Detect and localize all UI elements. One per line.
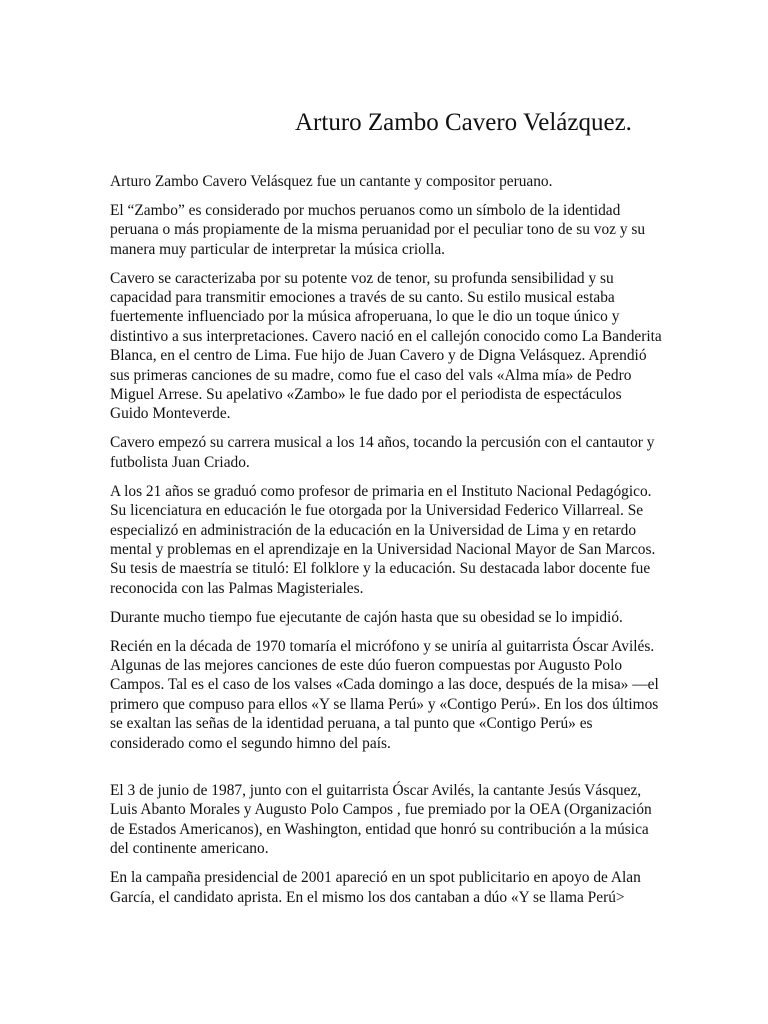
paragraph-intro: Arturo Zambo Cavero Velásquez fue un cantante y compositor peruano. <box>110 173 553 190</box>
paragraph-career-start: Cavero empezó su carrera musical a los 14 años, tocando la percusión con el cantautor y futbolista Juan Criado. <box>110 434 655 471</box>
paragraph-duo-aviles: Recién en la década de 1970 tomaría el micrófono y se uniría al guitarrista Óscar Avilés. Algunas de las mejores canciones de este dúo fueron compuestas por Augusto Polo Campos. Tal es el caso de los valses «Cada domingo a las doce, después de la misa» —el primero que compuso para ellos «Y se llama Perú» y «Contigo Perú». En los dos últimos se exaltan las señas de la identidad peruana, a tal punto que «Contigo Perú» es considerado como el segundo himno del país. <box>110 637 659 752</box>
document-title: Arturo Zambo Cavero Velázquez. <box>295 109 632 136</box>
paragraph-cajon: Durante mucho tiempo fue ejecutante de cajón hasta que su obesidad se lo impidió. <box>110 608 623 626</box>
document-body <box>110 172 662 916</box>
paragraph-education: A los 21 años se graduó como profesor de primaria en el Instituto Nacional Pedagógico. Su licenciatura en educación le fue otorgada por la Universidad Federico Villarreal. Se especializó en administración de la educación en la Universidad de Lima y en retardo mental y problemas en el aprendizaje en la Universidad Nacional Mayor de San Marcos. Su tesis de maestría se tituló: El folklore y la educación. Su destacada labor docente fue reconocida con las Palmas Magisteriales. <box>110 482 656 597</box>
paragraph-zambo-symbol: El “Zambo” es considerado por muchos peruanos como un símbolo de la identidad peruana o más propiamente de la misma peruanidad por el peculiar tono de su voz y su manera muy particular de interpretar la música criolla. <box>110 201 646 258</box>
paragraph-oea-award: El 3 de junio de 1987, junto con el guitarrista Óscar Avilés, la cantante Jesús Vásquez, Luis Abanto Morales y Augusto Polo Campos , fue premiado por la OEA (Organización de Estados Americanos), en Washington, entidad que honró su contribución a la música del continente americano. <box>110 781 652 858</box>
paragraph-voice-and-origin: Cavero se caracterizaba por su potente voz de tenor, su profunda sensibilidad y su capacidad para transmitir emociones a través de su canto. Su estilo musical estaba fuertemente influenciado por la música afroperuana, lo que le dio un toque único y distintivo a sus interpretaciones. Cavero nació en el callejón conocido como La Banderita Blanca, en el centro de Lima. Fue hijo de Juan Cavero y de Digna Velásquez. Aprendió sus primeras canciones de su madre, como fue el caso del vals «Alma mía» de Pedro Miguel Arrese. Su apelativo «Zambo» le fue dado por el periodista de espectáculos Guido Monteverde. <box>110 269 662 423</box>
paragraph-campaign-2001: En la campaña presidencial de 2001 apareció en un spot publicitario en apoyo de Alan García, el candidato aprista. En el mismo los dos cantaban a dúo «Y se llama Perú> <box>110 869 641 906</box>
